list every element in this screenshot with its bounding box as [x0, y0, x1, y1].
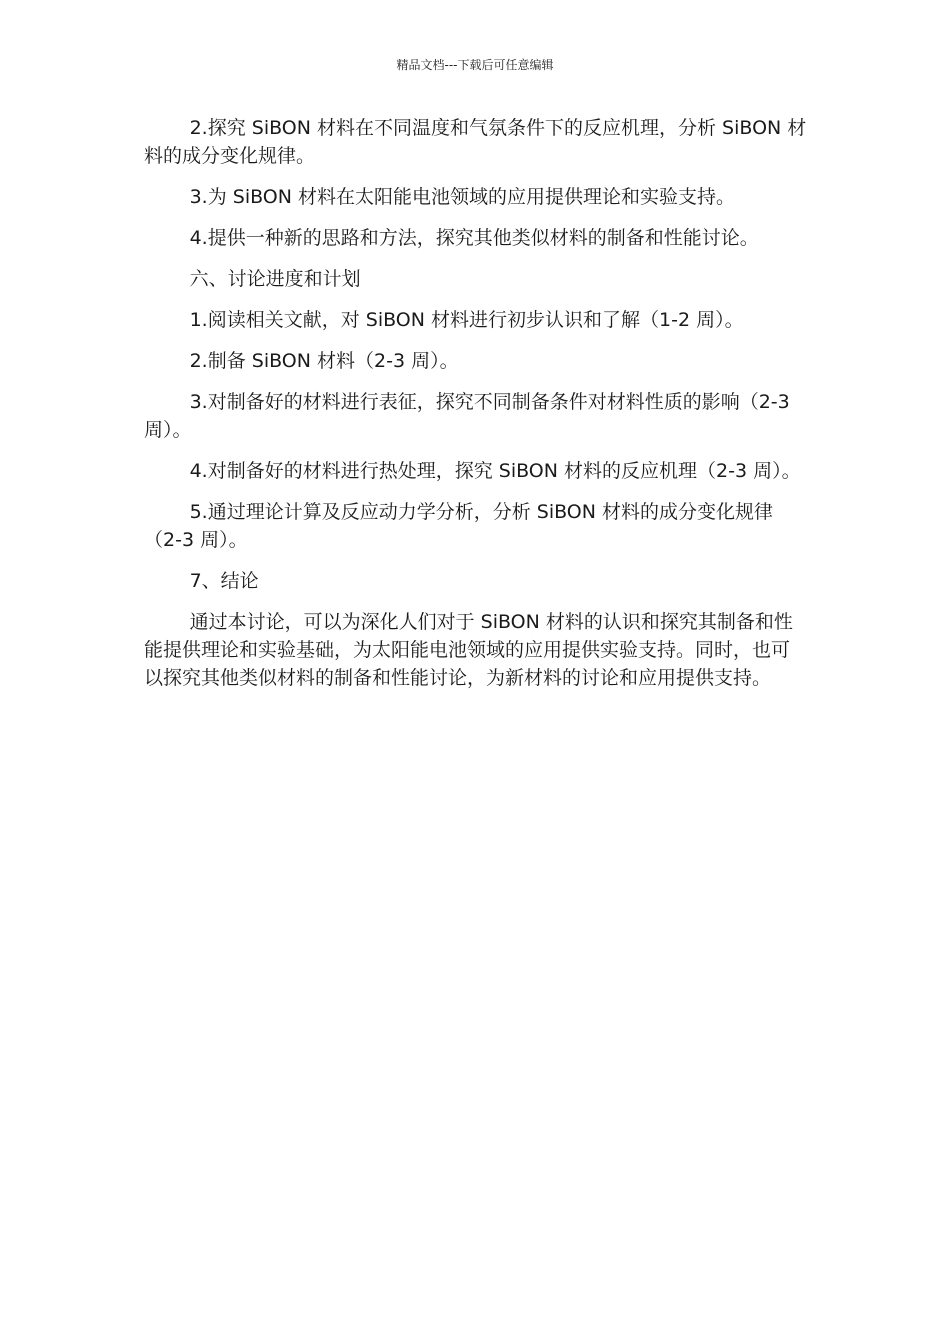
- conclusion-paragraph: 通过本讨论，可以为深化人们对于 SiBON 材料的认识和探究其制备和性能提供理论和实验基础，为太阳能电池领域的应用提供实验支持。同时，也可以探究其他类似材料的制备和性能讨论，为新材料的讨论和应用提供支持。: [144, 611, 793, 689]
- page-header: 精品文档---下载后可任意编辑: [396, 58, 554, 72]
- paragraph-goal-3: 3.为 SiBON 材料在太阳能电池领域的应用提供理论和实验支持。: [189, 186, 736, 208]
- section-heading-schedule: 六、讨论进度和计划: [189, 268, 361, 290]
- schedule-item-4: 4.对制备好的材料进行热处理，探究 SiBON 材料的反应机理（2-3 周）。: [189, 460, 801, 482]
- schedule-item-2: 2.制备 SiBON 材料（2-3 周）。: [189, 350, 459, 372]
- paragraph-goal-4: 4.提供一种新的思路和方法，探究其他类似材料的制备和性能讨论。: [189, 227, 759, 249]
- schedule-item-3: 3.对制备好的材料进行表征，探究不同制备条件对材料性质的影响（2-3 周）。: [144, 391, 790, 441]
- paragraph-goal-2: 2.探究 SiBON 材料在不同温度和气氛条件下的反应机理，分析 SiBON 材料的成分变化规律。: [144, 117, 807, 167]
- schedule-item-1: 1.阅读相关文献，对 SiBON 材料进行初步认识和了解（1-2 周）。: [189, 309, 744, 331]
- document-body: [144, 114, 808, 705]
- schedule-item-5: 5.通过理论计算及反应动力学分析，分析 SiBON 材料的成分变化规律（2-3 周）。: [144, 501, 774, 551]
- section-heading-conclusion: 7、结论: [189, 570, 259, 592]
